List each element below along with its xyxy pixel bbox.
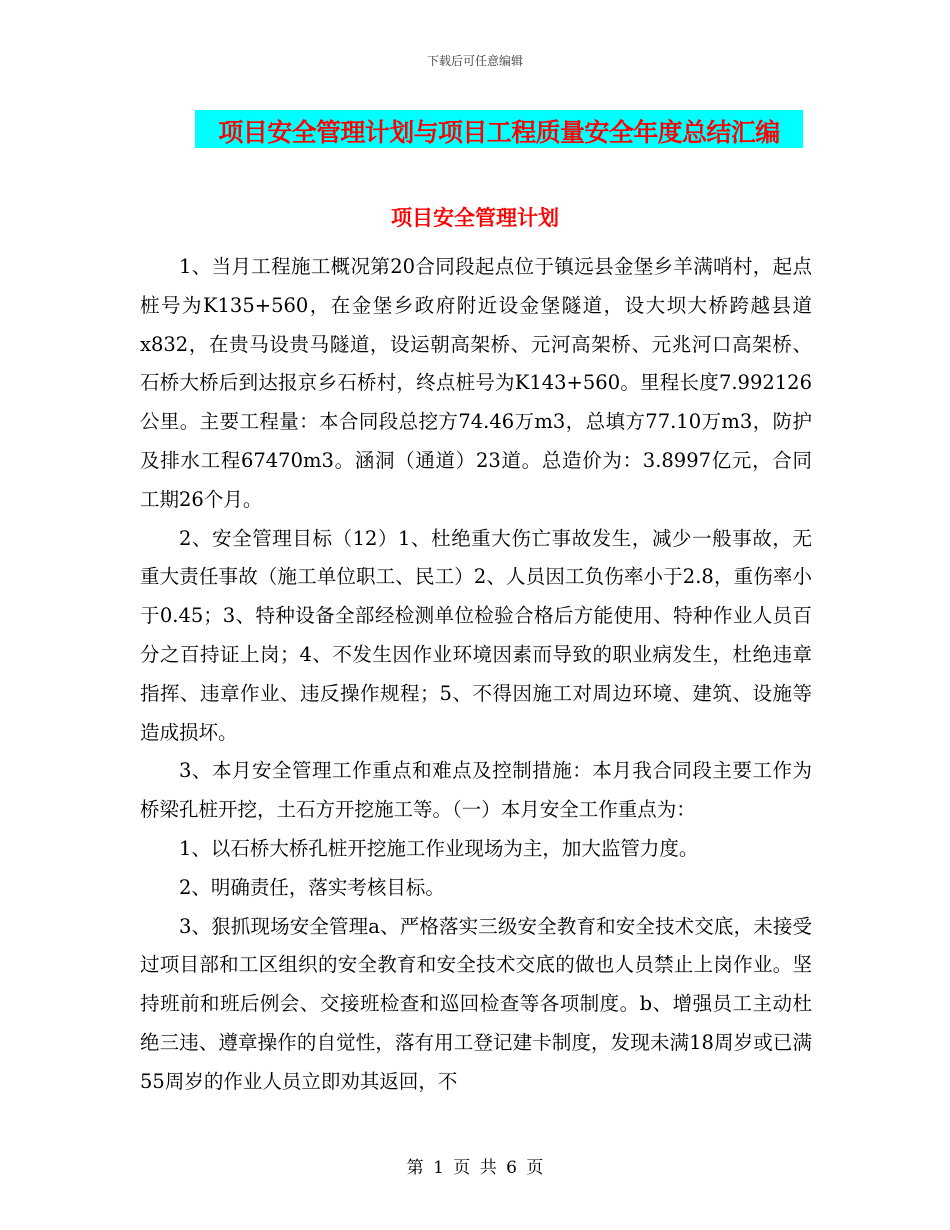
paragraph-item-2: 2、明确责任，落实考核目标。	[179, 875, 445, 899]
document-body	[140, 248, 812, 1102]
paragraph-item-1: 1、以石桥大桥孔桩开挖施工作业现场为主，加大监管力度。	[179, 836, 699, 860]
section-title: 项目安全管理计划	[391, 206, 559, 230]
paragraph-key-points: 3、本月安全管理工作重点和难点及控制措施：本月我合同段主要工作为桥梁孔桩开挖，土石方开挖施工等。（一）本月安全工作重点为：	[140, 759, 812, 822]
paragraph-item-3: 3、狠抓现场安全管理a、严格落实三级安全教育和安全技术交底，未接受过项目部和工区组织的安全教育和安全技术交底的做也人员禁止上岗作业。坚持班前和班后例会、交接班检查和巡回检查等各项制度。b、增强员工主动杜绝三违、遵章操作的自觉性，落有用工登记建卡制度，发现未满18周岁或已满55周岁的作业人员立即劝其返回，不	[140, 914, 812, 1093]
paragraph-safety-goals: 2、安全管理目标（12）1、杜绝重大伤亡事故发生，减少一般事故，无重大责任事故（施工单位职工、民工）2、人员因工负伤率小于2.8，重伤率小于0.45；3、特种设备全部经检测单位检验合格后方能使用、特种作业人员百分之百持证上岗；4、不发生因作业环境因素而导致的职业病发生，杜绝违章指挥、违章作业、违反操作规程；5、不得因施工对周边环境、建筑、设施等造成损坏。	[140, 526, 812, 744]
page-number-footer: 第 1 页 共 6 页	[406, 1158, 544, 1178]
page-header-note: 下载后可任意编辑	[426, 54, 523, 68]
paragraph-project-overview: 1、当月工程施工概况第20合同段起点位于镇远县金堡乡羊满哨村，起点桩号为K135+560，在金堡乡政府附近设金堡隧道，设大坝大桥跨越县道x832，在贵马设贵马隧道，设运朝高架桥、元河高架桥、元兆河口高架桥、石桥大桥后到达报京乡石桥村，终点桩号为K143+560。里程长度7.992126公里。主要工程量：本合同段总挖方74.46万m3，总填方77.10万m3，防护及排水工程67470m3。涵洞（通道）23道。总造价为：3.8997亿元，合同工期26个月。	[140, 255, 812, 511]
document-title: 项目安全管理计划与项目工程质量安全年度总结汇编	[218, 118, 780, 147]
